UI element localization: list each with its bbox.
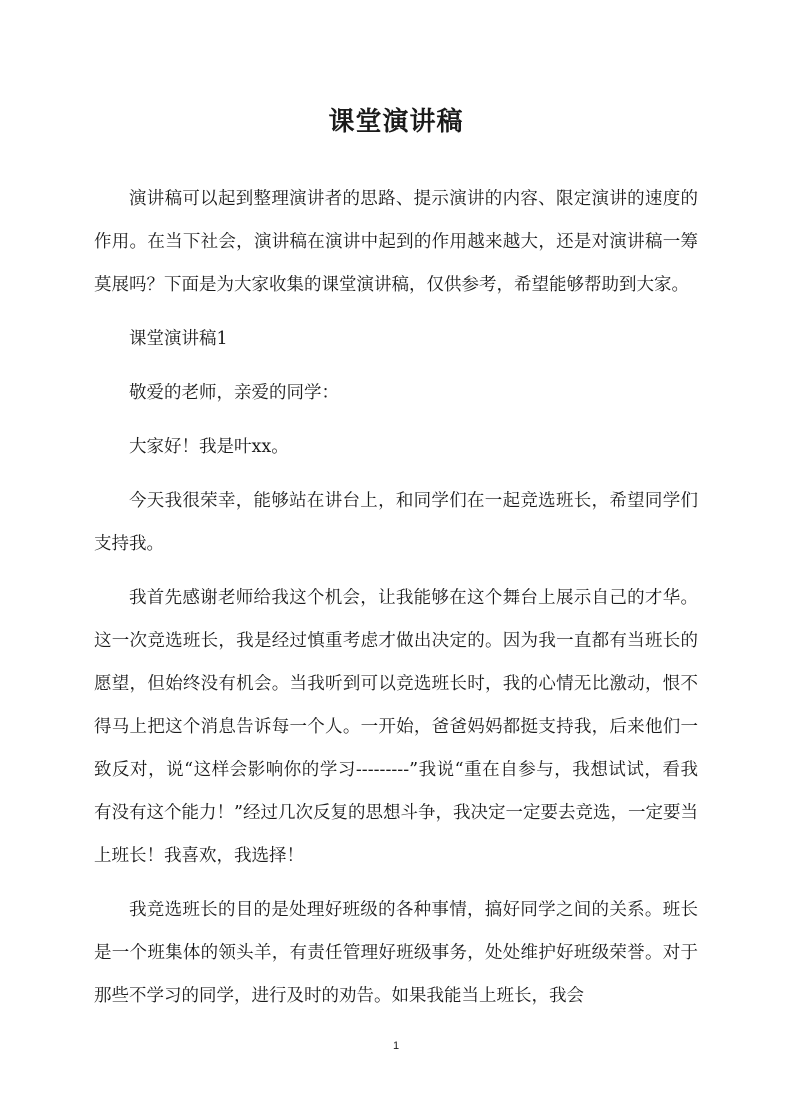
- body-paragraph: 我竞选班长的目的是处理好班级的各种事情，搞好同学之间的关系。班长是一个班集体的领头羊，有责任管理好班级事务，处处维护好班级荣誉。对于那些不学习的同学，进行及时的劝告。如果我能当上班长，我会: [94, 900, 698, 1006]
- salutation-paragraph: 敬爱的老师，亲爱的同学：: [129, 383, 339, 403]
- page-number: 1: [392, 1040, 400, 1052]
- intro-paragraph: 演讲稿可以起到整理演讲者的思路、提示演讲的内容、限定演讲的速度的作用。在当下社会，演讲稿在演讲中起到的作用越来越大，还是对演讲稿一筹莫展吗？下面是为大家收集的课堂演讲稿，仅供参考，希望能够帮助到大家。: [94, 189, 698, 295]
- body-paragraph: 我首先感谢老师给我这个机会，让我能够在这个舞台上展示自己的才华。这一次竞选班长，我是经过慎重考虑才做出决定的。因为我一直都有当班长的愿望，但始终没有机会。当我听到可以竞选班长时，我的心情无比激动，恨不得马上把这个消息告诉每一个人。一开始，爸爸妈妈都挺支持我，后来他们一致反对，说“这样会影响你的学习---------”我说“重在自参与，我想试试，看我有没有这个能力！”经过几次反复的思想斗争，我决定一定要去竞选，一定要当上班长！我喜欢，我选择！: [94, 588, 698, 866]
- document-body: [94, 178, 698, 1029]
- body-paragraph: 今天我很荣幸，能够站在讲台上，和同学们在一起竞选班长，希望同学们支持我。: [94, 491, 698, 554]
- greeting-paragraph: 大家好！我是叶xx。: [129, 437, 289, 457]
- section-heading: 课堂演讲稿1: [129, 329, 228, 349]
- document-title: 课堂演讲稿: [328, 107, 464, 137]
